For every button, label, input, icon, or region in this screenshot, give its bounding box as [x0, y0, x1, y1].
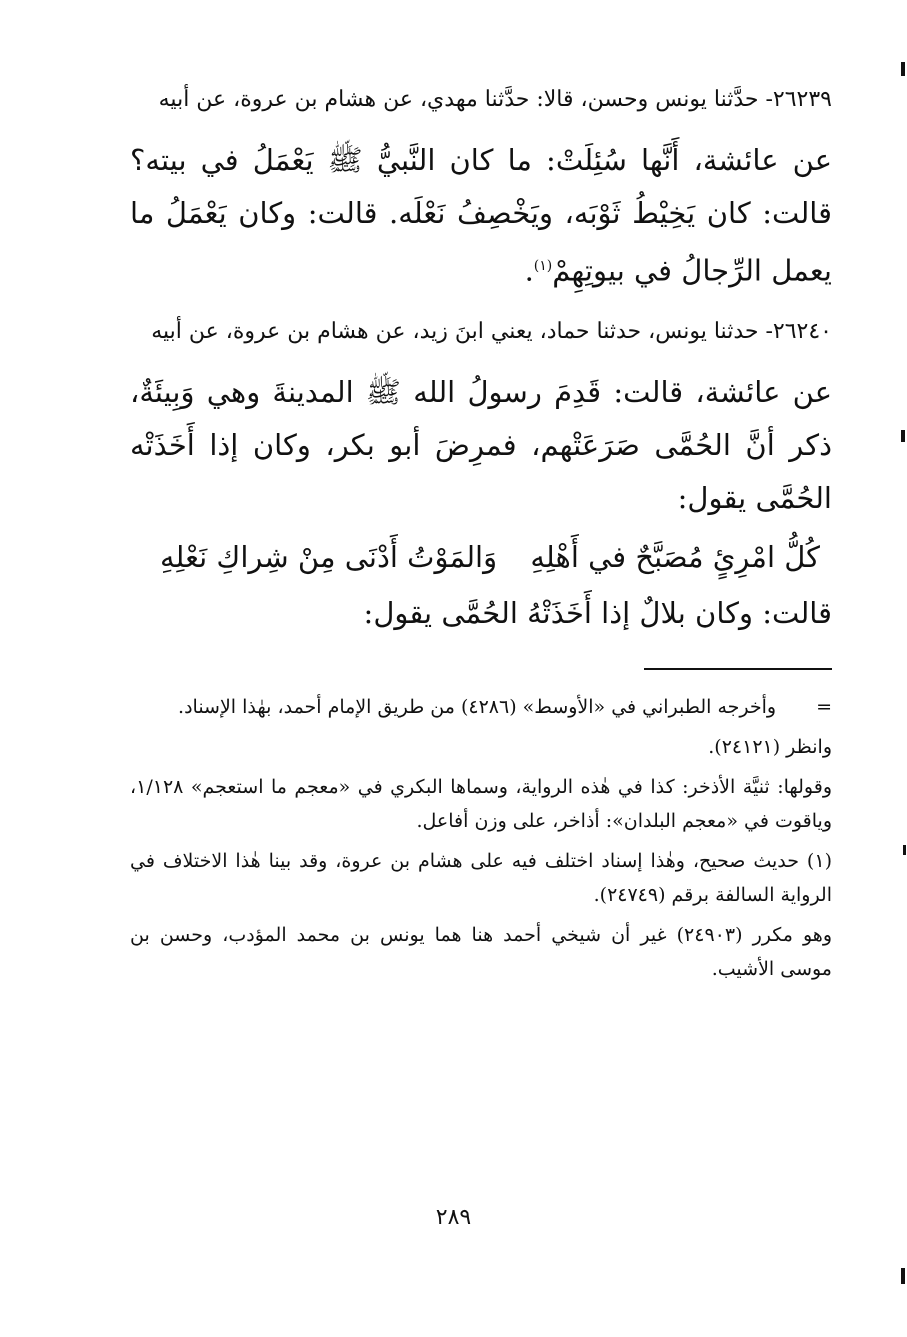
hadith-26239-isnad: ٢٦٢٣٩- حدَّثنا يونس وحسن، قالا: حدَّثنا مهدي، عن هشام بن عروة، عن أبيه: [158, 87, 832, 112]
footnote-gloss: وقولها: ثنيَّة الأذخر: كذا في هٰذه الرواية، وسماها البكري في «معجم ما استعجم» ١/١٢٨، وياقوت في «معجم البلدان»: أذاخر، على وزن أفاعل.: [130, 775, 832, 832]
continuation-mark: =: [816, 695, 832, 718]
footnote-ref-1: (١): [533, 258, 553, 274]
hadith-26240-matn: عن عائشة، قالت: قَدِمَ رسولُ الله ﷺ المدينةَ وهي وَبِيئَةٌ، ذكر أنَّ الحُمَّى صَرَعَتْهم، فمرِضَ أبو بكر، وكان إذا أَخَذَتْه الحُمَّى يقول:: [130, 374, 832, 515]
footnote-see-also: وانظر (٢٤١٢١).: [708, 735, 832, 758]
footnote-continuation: [130, 690, 832, 724]
hadith-26240-isnad: ٢٦٢٤٠- حدثنا يونس، حدثنا حماد، يعني ابنَ زيد، عن هشام بن عروة، عن أبيه: [151, 318, 832, 344]
footnote-1: (١) حديث صحيح، وهٰذا إسناد اختلف فيه على هشام بن عروة، وقد بينا هٰذا الاختلاف في الرواية السالفة برقم (٢٤٧٤٩).: [130, 849, 832, 906]
poetry-verse: [130, 529, 832, 585]
hadith-26239-end: .: [524, 253, 534, 288]
footnote-1-continued: وهو مكرر (٢٤٩٠٣) غير أن شيخي أحمد هنا هما يونس بن محمد المؤدب، وحسن بن موسى الأشيب.: [130, 923, 832, 980]
footnote-continuation-text: وأخرجه الطبراني في «الأوسط» (٤٢٨٦) من طريق الإمام أحمد، بهٰذا الإسناد.: [178, 695, 777, 718]
margin-mark: [901, 1268, 905, 1284]
footnote-separator: [644, 668, 832, 670]
verse-second-hemistich: وَالمَوْتُ أَدْنَى مِنْ شِراكِ نَعْلِهِ: [160, 539, 498, 574]
page-body: [130, 80, 832, 992]
hadith-26240-after-verse: قالت: وكان بلالٌ إذا أَخَذَتْهُ الحُمَّى يقول:: [363, 595, 832, 630]
verse-first-hemistich: كُلُّ امْرِئٍ مُصَبَّحٌ في أَهْلِهِ: [530, 539, 820, 574]
margin-mark: [903, 845, 906, 855]
hadith-26239-matn-text: عن عائشة، أَنَّها سُئِلَتْ: ما كان النَّبيُّ ﷺ يَعْمَلُ في بيته؟ قالت: كان يَخِيْطُ ثَوْبَه، ويَخْصِفُ نَعْلَه. قالت: وكان يَعْمَلُ ما يعمل الرِّجالُ في بيوتِهِمْ: [130, 143, 832, 288]
margin-mark: [901, 430, 905, 442]
page-number: ٢٨٩: [435, 1205, 472, 1230]
margin-mark: [901, 62, 905, 76]
hadith-26239-matn: [130, 134, 832, 298]
